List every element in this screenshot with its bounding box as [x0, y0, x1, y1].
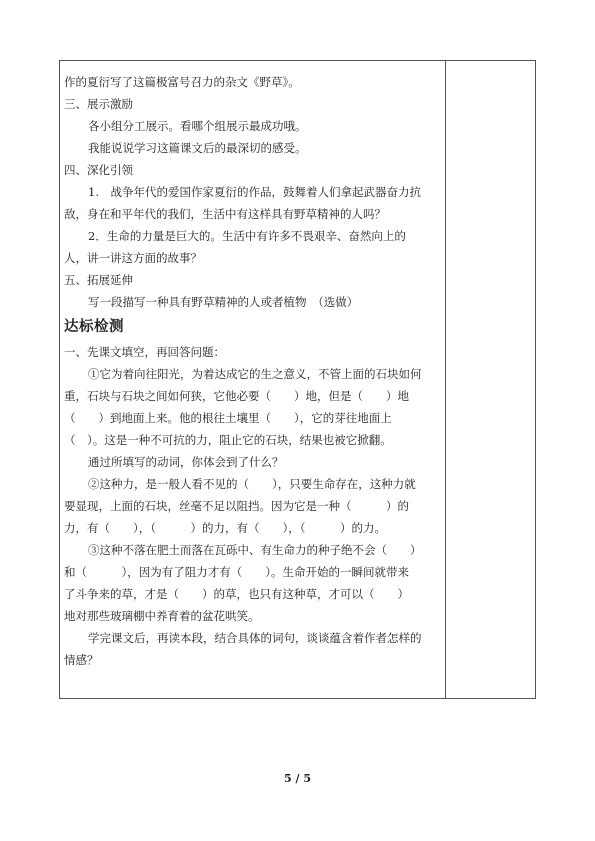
page-number: 5 / 5	[284, 772, 311, 785]
column-divider	[445, 61, 446, 698]
question-heading: 一、先课文填空，再回答问题：	[64, 345, 225, 359]
text-line: 敌，身在和平年代的我们，生活中有这样具有野草精神的人吗？	[64, 207, 386, 221]
text-line: 作的夏衍写了这篇极富号召力的杂文《野草》。	[64, 75, 300, 89]
text-line: 了斗争来的草，才是（ ）的草，也只有这种草，才可以（ ）	[64, 587, 409, 601]
text-line: 要显现，上面的石块，丝毫不足以阻挡。因为它是一种（ ）的	[64, 499, 409, 513]
text-line: 学完课文后，再读本段，结合具体的词句，谈谈蕴含着作者怎样的	[88, 631, 422, 645]
text-line: ②这种力，是一般人看不见的（ ），只要生命存在，这种力就	[88, 477, 416, 491]
text-line: 力，有（ ），（ ）的力，有（ ），（ ）的力。	[64, 521, 386, 535]
section-heading: 四、深化引领	[64, 163, 133, 177]
text-line: 写一段描写一种具有野草精神的人或者植物 （选做）	[88, 295, 359, 309]
text-line: （ ）到地面上来。他的根往土壤里（ ），它的芽往地面上	[64, 411, 392, 425]
test-section-title: 达标检测	[64, 319, 124, 335]
text-line: 重，石块与石块之间如何狭，它他必要（ ）地，但是（ ）地	[64, 389, 409, 403]
document-table	[59, 60, 536, 699]
text-line: ①它为着向往阳光，为着达成它的生之意义，不管上面的石块如何	[88, 367, 422, 381]
text-line: （ ）。这是一种不可抗的力，阻止它的石块，结果也被它掀翻。	[64, 433, 392, 447]
text-line: 和（ ），因为有了阻力才有（ ）。生命开始的一瞬间就带来	[64, 565, 409, 579]
text-line: 我能说说学习这篇课文后的最深切的感受。	[88, 141, 307, 155]
text-line: 地对那些玻璃棚中养育着的盆花哄笑。	[64, 609, 260, 623]
main-content-cell	[64, 71, 442, 671]
text-line: 情感？	[64, 653, 99, 667]
section-heading: 三、展示激励	[64, 97, 133, 111]
text-line: 2．生命的力量是巨大的。生活中有许多不畏艰辛、奋然向上的	[88, 229, 406, 243]
text-line: 各小组分工展示。看哪个组展示最成功哦。	[88, 119, 307, 133]
text-line: 1. 战争年代的爱国作家夏衍的作品，鼓舞着人们拿起武器奋力抗	[88, 185, 421, 199]
text-line: ③这种不落在肥土而落在瓦砾中、有生命力的种子绝不会（ ）	[88, 543, 422, 557]
section-heading: 五、拓展延伸	[64, 273, 133, 287]
text-line: 通过所填写的动词，你体会到了什么？	[88, 455, 284, 469]
text-line: 人，讲一讲这方面的故事？	[64, 251, 202, 265]
